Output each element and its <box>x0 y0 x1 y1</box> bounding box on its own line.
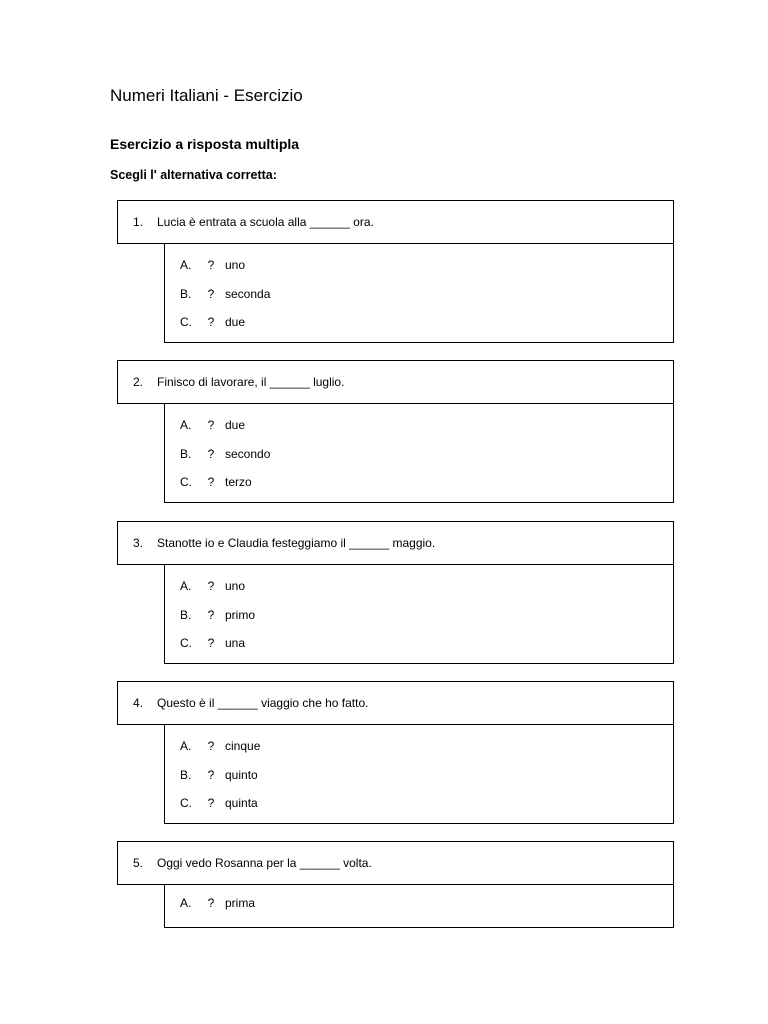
option-c[interactable] <box>165 789 673 818</box>
question-text: Lucia è entrata a scuola alla ______ ora. <box>157 215 374 229</box>
option-radio[interactable]: ? <box>207 475 215 490</box>
question-text: Finisco di lavorare, il ______ luglio. <box>157 375 345 389</box>
option-letter: C. <box>180 475 192 490</box>
option-text: terzo <box>225 475 252 490</box>
question-text: Questo è il ______ viaggio che ho fatto. <box>157 696 369 710</box>
option-letter: B. <box>180 767 192 782</box>
option-c[interactable] <box>165 629 673 658</box>
option-c[interactable] <box>165 468 673 497</box>
option-b[interactable] <box>165 761 673 790</box>
option-letter: A. <box>180 896 192 911</box>
option-radio[interactable]: ? <box>207 258 215 273</box>
option-radio[interactable]: ? <box>207 767 215 782</box>
page-title: Numeri Italiani - Esercizio <box>110 86 303 105</box>
option-list <box>164 404 674 503</box>
question-prompt <box>117 521 674 565</box>
option-text: uno <box>225 579 246 594</box>
question-text: Oggi vedo Rosanna per la ______ volta. <box>157 856 372 870</box>
section-title: Esercizio a risposta multipla <box>110 136 300 152</box>
question-text: Stanotte io e Claudia festeggiamo il ______ maggio. <box>157 536 436 550</box>
option-a[interactable] <box>165 411 673 440</box>
option-text: quinto <box>225 767 258 782</box>
option-a[interactable] <box>165 732 673 761</box>
question-prompt <box>117 360 674 404</box>
question-number: 1. <box>133 215 144 229</box>
question-2 <box>117 360 674 503</box>
option-radio[interactable]: ? <box>207 896 215 911</box>
option-radio[interactable]: ? <box>207 739 215 754</box>
option-c[interactable] <box>165 308 673 337</box>
option-list <box>164 244 674 343</box>
option-radio[interactable]: ? <box>207 315 215 330</box>
option-text: una <box>225 636 246 651</box>
option-text: secondo <box>225 446 271 461</box>
option-letter: B. <box>180 446 192 461</box>
question-prompt <box>117 200 674 244</box>
option-radio[interactable]: ? <box>207 286 215 301</box>
option-letter: B. <box>180 286 192 301</box>
option-text: prima <box>225 896 256 911</box>
option-list <box>164 565 674 664</box>
question-number: 3. <box>133 536 144 550</box>
question-3 <box>117 521 674 664</box>
question-prompt <box>117 841 674 885</box>
option-text: primo <box>225 607 256 622</box>
option-list <box>164 885 674 928</box>
option-radio[interactable]: ? <box>207 446 215 461</box>
question-4 <box>117 681 674 824</box>
option-list <box>164 725 674 824</box>
option-a[interactable] <box>165 889 673 918</box>
question-5 <box>117 841 674 928</box>
instructions: Scegli l' alternativa corretta: <box>110 168 277 182</box>
option-letter: B. <box>180 607 192 622</box>
option-text: uno <box>225 258 246 273</box>
option-a[interactable] <box>165 572 673 601</box>
option-radio[interactable]: ? <box>207 796 215 811</box>
option-letter: A. <box>180 579 192 594</box>
option-letter: C. <box>180 636 192 651</box>
option-letter: A. <box>180 258 192 273</box>
option-radio[interactable]: ? <box>207 579 215 594</box>
option-letter: A. <box>180 739 192 754</box>
option-radio[interactable]: ? <box>207 418 215 433</box>
question-number: 4. <box>133 696 144 710</box>
option-text: cinque <box>225 739 261 754</box>
option-radio[interactable]: ? <box>207 636 215 651</box>
option-b[interactable] <box>165 280 673 309</box>
question-number: 2. <box>133 375 144 389</box>
option-text: due <box>225 418 246 433</box>
option-text: due <box>225 315 246 330</box>
option-text: seconda <box>225 286 271 301</box>
option-letter: A. <box>180 418 192 433</box>
option-b[interactable] <box>165 440 673 469</box>
option-letter: C. <box>180 315 192 330</box>
option-letter: C. <box>180 796 192 811</box>
question-prompt <box>117 681 674 725</box>
question-1 <box>117 200 674 343</box>
option-radio[interactable]: ? <box>207 607 215 622</box>
option-a[interactable] <box>165 251 673 280</box>
option-text: quinta <box>225 796 258 811</box>
question-number: 5. <box>133 856 144 870</box>
option-b[interactable] <box>165 601 673 630</box>
